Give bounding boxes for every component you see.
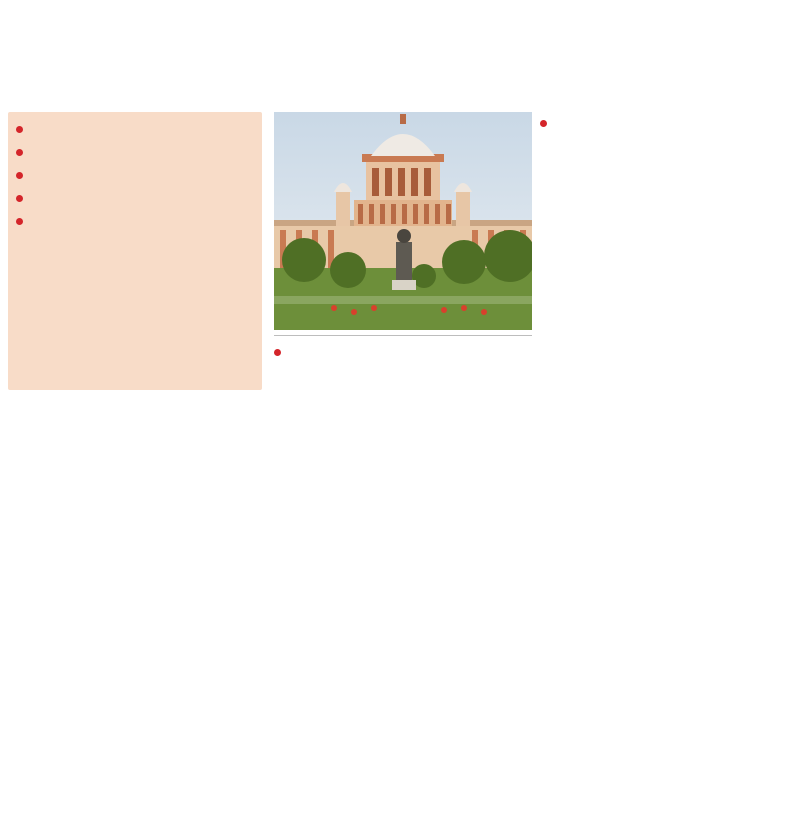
- supreme-court-building-image: [274, 112, 532, 330]
- headline: [0, 0, 800, 100]
- bullet-icon: [16, 218, 23, 225]
- highlight-item: [16, 210, 254, 225]
- bullet-icon: [540, 120, 547, 127]
- highlights-box: [8, 112, 262, 390]
- highlight-item: [16, 141, 254, 156]
- highlight-item: [16, 187, 254, 202]
- bullet-icon: [16, 172, 23, 179]
- column-3: [540, 112, 792, 127]
- list-item: [540, 112, 792, 127]
- column-1: [8, 112, 262, 400]
- column-2: [274, 112, 532, 356]
- bullet-icon: [16, 126, 23, 133]
- bullet-icon: [274, 349, 281, 356]
- article: [8, 112, 792, 812]
- divider: [274, 335, 532, 336]
- highlight-item: [16, 164, 254, 179]
- list-item: [274, 341, 532, 356]
- bullet-icon: [16, 149, 23, 156]
- bullet-icon: [16, 195, 23, 202]
- highlight-item: [16, 118, 254, 133]
- supreme-court-photo: [274, 112, 532, 330]
